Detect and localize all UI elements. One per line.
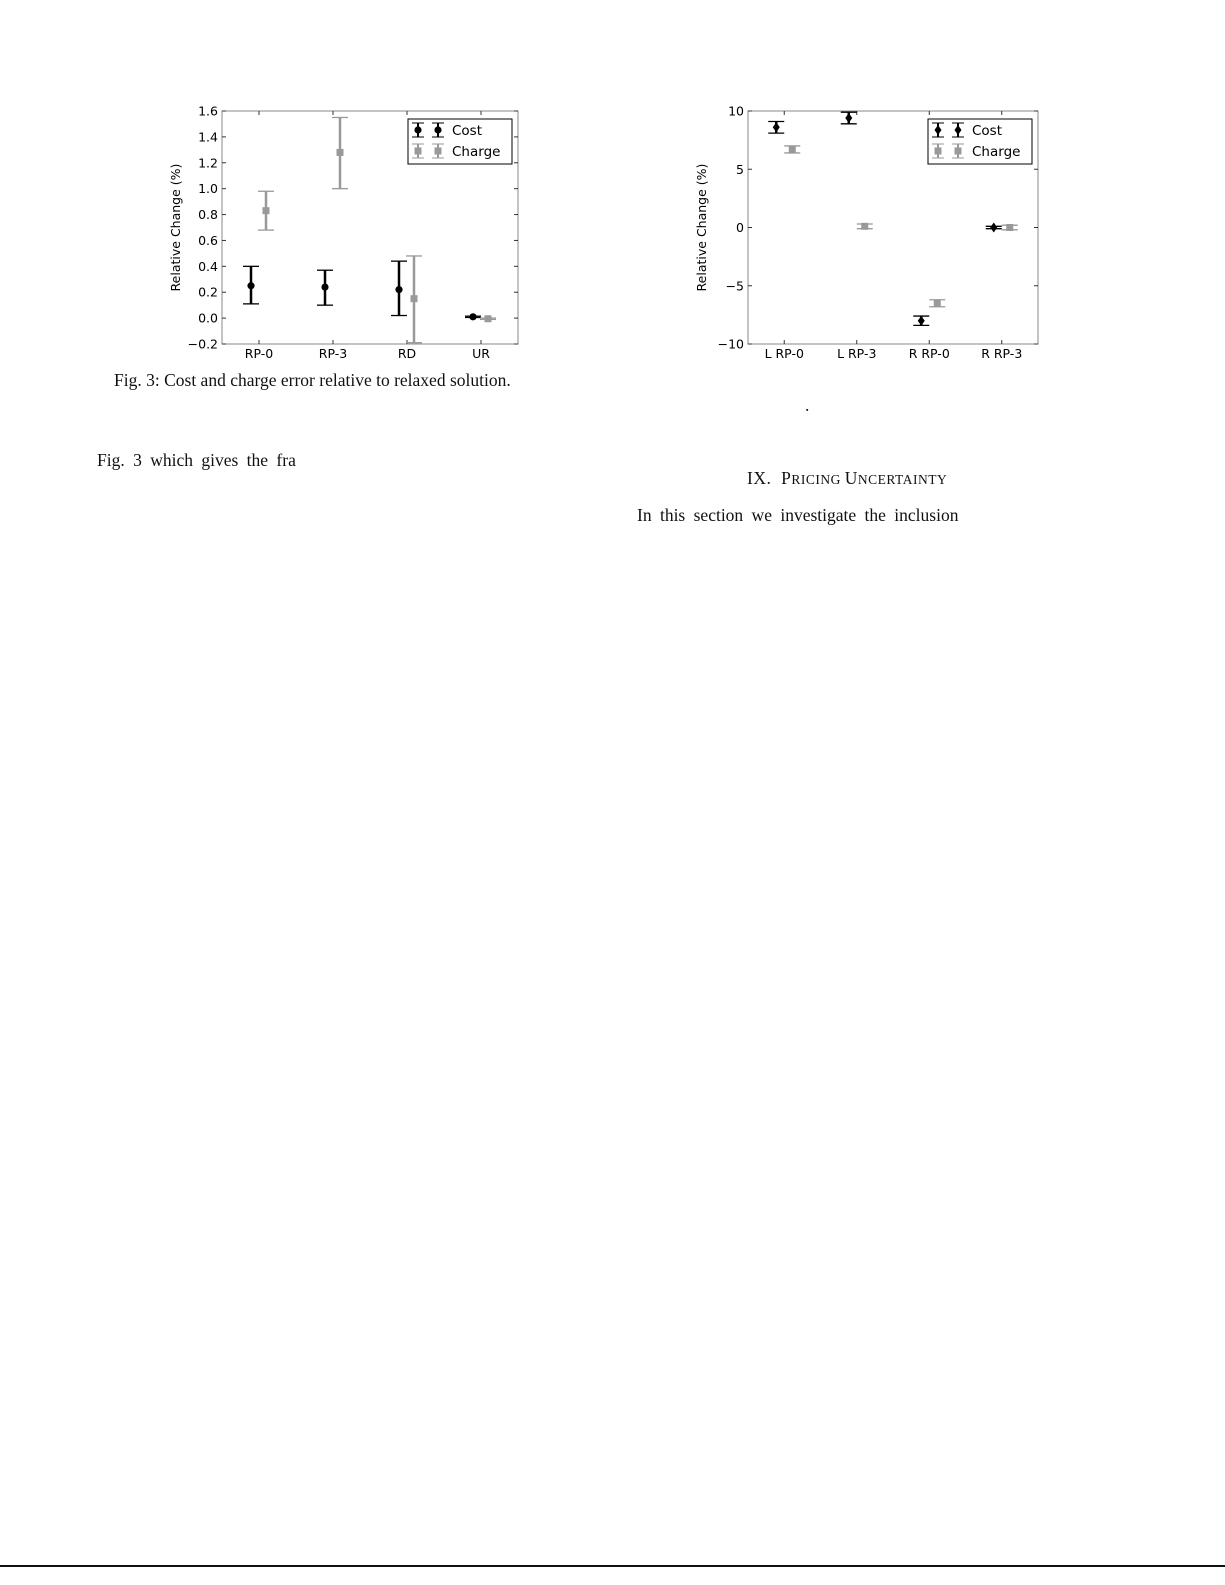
y-tick-label: 0.0: [198, 310, 218, 326]
legend-marker: [955, 148, 962, 155]
data-point-cost: [918, 316, 925, 326]
y-tick-label: 5: [736, 161, 744, 177]
legend-label: Cost: [452, 123, 483, 139]
y-tick-label: 1.0: [198, 181, 218, 197]
data-point-charge: [789, 146, 796, 153]
legend-marker: [935, 148, 942, 155]
section-heading: IX. PRICING UNCERTAINTY: [747, 468, 948, 488]
x-tick-label: RP-0: [244, 346, 274, 361]
y-tick-label: 0: [736, 220, 744, 235]
y-axis-label: Relative Change (%): [694, 163, 709, 292]
data-point-charge: [1006, 224, 1013, 231]
x-tick-label: UR: [472, 346, 490, 361]
x-tick-label: RD: [397, 346, 417, 361]
y-tick-label: 0.6: [198, 232, 218, 248]
x-tick-label: L RP-3: [837, 346, 877, 361]
x-tick-label: L RP-0: [764, 346, 804, 361]
data-point-cost: [990, 223, 997, 233]
y-tick-label: 0.2: [198, 284, 218, 300]
y-tick-label: 1.6: [198, 103, 218, 119]
x-tick-label: R RP-3: [981, 346, 1023, 361]
y-tick-label: 1.4: [198, 129, 218, 145]
y-axis-label: Relative Change (%): [168, 163, 183, 292]
figure-4-caption: .: [805, 395, 810, 415]
y-tick-label: −0.2: [187, 336, 218, 352]
data-point-charge: [934, 300, 941, 307]
data-point-charge: [861, 223, 868, 230]
left-body-text: Fig. 3 which gives the fra: [97, 450, 296, 470]
y-tick-label: 10: [728, 103, 744, 119]
y-tick-label: 0.4: [198, 258, 218, 274]
legend-label: Cost: [972, 123, 1003, 139]
legend-label: Charge: [972, 144, 1021, 160]
y-tick-label: −10: [717, 336, 744, 352]
figure-3-caption: Fig. 3: Cost and charge error relative to relaxed solution.: [114, 370, 511, 390]
right-body-text: In this section we investigate the inclusion: [637, 505, 959, 525]
page-bottom-rule: [0, 1565, 1225, 1567]
y-tick-label: 1.2: [198, 155, 218, 171]
y-tick-label: −5: [725, 278, 744, 294]
figure-4-chart: [0, 0, 1225, 400]
data-point-cost: [773, 122, 780, 132]
x-tick-label: R RP-0: [908, 346, 950, 361]
y-tick-label: 0.8: [198, 207, 218, 223]
data-point-cost: [845, 113, 852, 123]
x-tick-label: RP-3: [318, 346, 348, 361]
legend-label: Charge: [452, 144, 501, 160]
